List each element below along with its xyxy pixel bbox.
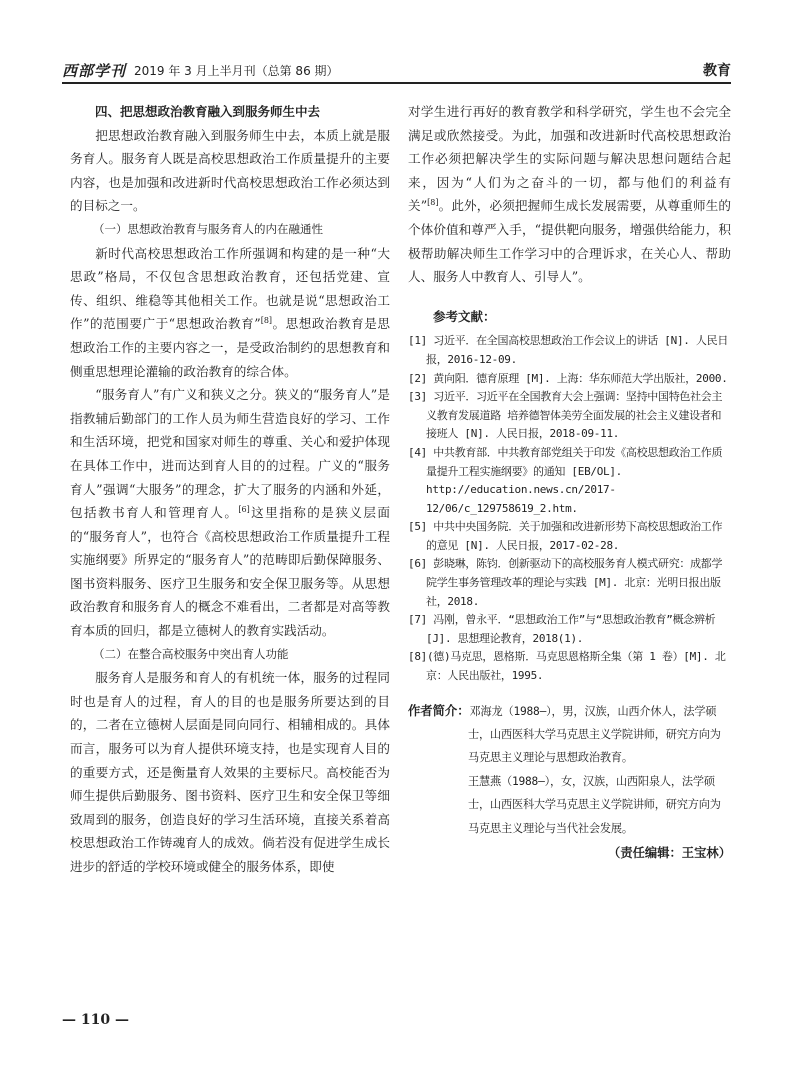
editor-note: （责任编辑：王宝林） <box>608 846 731 861</box>
issue-info: 2019 年 3 月上半月刊（总第 86 期） <box>134 64 339 78</box>
section-label: 教育 <box>703 63 731 79</box>
citation-mark: [6] <box>238 504 250 514</box>
subsection-heading: （二）在整合高校服务中突出育人功能 <box>93 646 289 661</box>
reference-item: [7] 冯刚，曾永平．“思想政治工作”与“思想政治教育”概念辨析 [J]. 思想理论教育，2018(1). <box>408 613 716 645</box>
paragraph: 服务育人是服务和育人的有机统一体，服务的过程同时也是育人的过程，育人的目的也是服务所要达到的目的，二者在立德树人层面是同向同行、相辅相成的。具体而言，服务可以为育人提供环境支持，也是实现育人目的的重要方式，还是衡量育人效果的主要标尺。高校能否为师生提供后勤服务、图书资料、医疗卫生和安全保卫等细致周到的服务，创造良好的学习生活环境，直接关系着高校思想政治工作铸魂育人的成效。倘若没有促进学生成长进步的舒适的学校环境或健全的服务体系，即使 <box>70 670 390 874</box>
citation-mark: [8] <box>260 316 273 326</box>
author-label: 作者简介： <box>408 703 470 718</box>
page-number: — 110 — <box>62 1012 129 1028</box>
citation-mark: [8] <box>427 198 439 208</box>
journal-logo: 西部学刊 <box>62 62 127 80</box>
paragraph: 把思想政治教育融入到服务师生中去，本质上就是服务育人。服务育人既是高校思想政治工作质量提升的主要内容，也是加强和改进新时代高校思想政治工作必须达到的目标之一。 <box>70 127 390 214</box>
reference-item: [5] 中共中央国务院．关于加强和改进新形势下高校思想政治工作的意见 [N]. 人民日报，2017-02-28. <box>408 520 723 552</box>
reference-item: [2] 黄向阳．德育原理 [M]. 上海：华东师范大学出版社，2000. <box>408 371 728 385</box>
page-header <box>62 50 731 82</box>
left-column <box>70 100 390 879</box>
section-heading: 四、把思想政治教育融入到服务师生中去 <box>95 104 321 119</box>
reference-item: [4] 中共教育部．中共教育部党组关于印发《高校思想政治工作质量提升工程实施纲要》的通知 [EB/OL]. http://education.news.cn/2017-12/06/c_129758619_2.htm. <box>408 445 723 515</box>
references-list <box>408 332 731 685</box>
reference-item: [3] 习近平．习近平在全国教育大会上强调：坚持中国特色社会主义教育发展道路 培养德智体美劳全面发展的社会主义建设者和接班人 [N]. 人民日报，2018-09-11. <box>408 390 723 441</box>
subsection-heading: （一）思想政治教育与服务育人的内在融通性 <box>93 221 323 236</box>
reference-item: [1] 习近平．在全国高校思想政治工作会议上的讲话 [N]. 人民日报，2016-12-09. <box>408 334 729 366</box>
author-info <box>408 700 731 840</box>
paragraph: 新时代高校思想政治工作所强调和构建的是一种“大思政”格局，不仅包含思想政治教育，还包括党建、宣传、组织、维稳等其他相关工作。也就是说“思想政治工作”的范围要广于“思想政治教育”[8]。思想政治教育是思想政治工作的主要内容之一，是受政治制约的思想教育和侧重思想理论灌输的政治教育的综合体。 <box>70 245 390 379</box>
reference-item: [8](德)马克思，恩格斯．马克思恩格斯全集（第 1 卷）[M]. 北京：人民出版社，1995. <box>408 650 726 683</box>
paragraph: 对学生进行再好的教育教学和科学研究，学生也不会完全满足或欣然接受。为此，加强和改进新时代高校思想政治工作必须把解决学生的实际问题与解决思想问题结合起来，因为“人们为之奋斗的一切，都与他们的利益有关”[8]。此外，必须把握师生成长发展需要，从尊重师生的个体价值和尊严入手，“提供靶向服务，增强供给能力，积极帮助解决师生工作学习中的合理诉求，在关心人、帮助人、服务人中教育人、引导人”。 <box>408 104 731 285</box>
author-entry: 作者简介：邓海龙（1988—），男，汉族，山西介休人，法学硕士，山西医科大学马克思主义学院讲师，研究方向为马克思主义理论与思想政治教育。 <box>408 703 721 765</box>
author-entry: 王慧燕（1988—），女，汉族，山西阳泉人，法学硕士，山西医科大学马克思主义学院讲师，研究方向为马克思主义理论与当代社会发展。 <box>468 774 721 835</box>
header-rule <box>62 82 731 84</box>
right-column <box>408 100 731 866</box>
references-title: 参考文献： <box>433 308 496 324</box>
paragraph: “服务育人”有广义和狭义之分。狭义的“服务育人”是指教辅后勤部门的工作人员为师生营造良好的学习、工作和生活环境，把党和国家对师生的尊重、关心和爱护体现在具体工作中，进而达到育人目的的过程。广义的“服务育人”强调“大服务”的理念，扩大了服务的内涵和外延，包括教书育人和管理育人。[6]这里指称的是狭义层面的“服务育人”，也符合《高校思想政治工作质量提升工程实施纲要》所界定的“服务育人”的范畴即后勤保障服务、图书资料服务、医疗卫生服务和安全保卫服务等。从思想政治教育和服务育人的概念不难看出，二者都是对高等教育本质的回归，都是立德树人的教育实践活动。 <box>70 387 391 639</box>
reference-item: [6] 彭晓琳，陈钧．创新驱动下的高校服务育人模式研究：成都学院学生事务管理改革的理论与实践 [M]. 北京：光明日报出版社，2018. <box>408 557 723 608</box>
